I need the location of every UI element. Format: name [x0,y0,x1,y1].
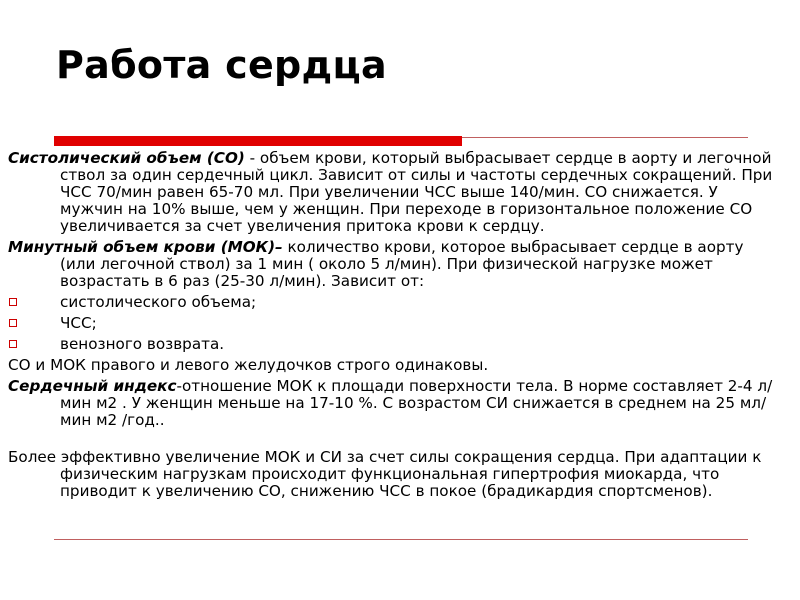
paragraph-cardiac-index [8,378,780,429]
slide-body [8,150,780,504]
paragraph-text: - объем крови, который выбрасывает сердце в аорту и легочной ствол за один сердечный цикл. Зависит от силы и частоты сердечных сокращений. При ЧСС 70/мин равен 65-70 мл. При увеличении ЧСС выше 140/мин. СО снижается. У мужчин на 10% выше, чем у женщин. При переходе в горизонтальное положение СО увеличивается за счет увеличения притока крови к сердцу. [60,149,773,235]
list-item [8,336,780,353]
paragraph-text: количество крови, которое выбрасывает сердце в аорту (или легочной ствол) за 1 мин ( около 5 л/мин). При физической нагрузке может возрастать в 6 раз (25-30 л/мин). Зависит от: [60,238,744,290]
paragraph-ventricles-equal [8,357,780,374]
bottom-thin-rule [54,539,748,540]
slide-title: Работа сердца [56,43,387,87]
list-item-text: венозного возврата. [60,335,225,353]
hollow-square-bullet-icon [9,298,17,306]
list-item-text: систолического объема; [60,293,257,311]
paragraph-efficiency [8,449,780,500]
term-systolic-volume: Систолический объем (СО) [8,149,245,167]
hollow-square-bullet-icon [9,319,17,327]
term-cardiac-index: Сердечный индекс [8,377,177,395]
list-item [8,315,780,332]
list-item-text: ЧСС; [60,314,97,332]
top-thick-accent-rule [54,136,462,146]
term-minute-volume: Минутный объем крови (МОК)– [8,238,283,256]
paragraph-minute-volume [8,239,780,290]
paragraph-text: -отношение МОК к площади поверхности тела. В норме составляет 2-4 л/мин м2 . У женщин меньше на 17-10 %. С возрастом СИ снижается в среднем на 25 мл/мин м2 /год.. [60,377,773,429]
paragraph-text: Более эффективно увеличение МОК и СИ за счет силы сокращения сердца. При адаптации к физическим нагрузкам происходит функциональная гипертрофия миокарда, что приводит к увеличению СО, снижению ЧСС в покое (брадикардия спортсменов). [8,448,762,500]
paragraph-text: СО и МОК правого и левого желудочков строго одинаковы. [8,356,489,374]
paragraph-systolic-volume [8,150,780,235]
hollow-square-bullet-icon [9,340,17,348]
list-item [8,294,780,311]
